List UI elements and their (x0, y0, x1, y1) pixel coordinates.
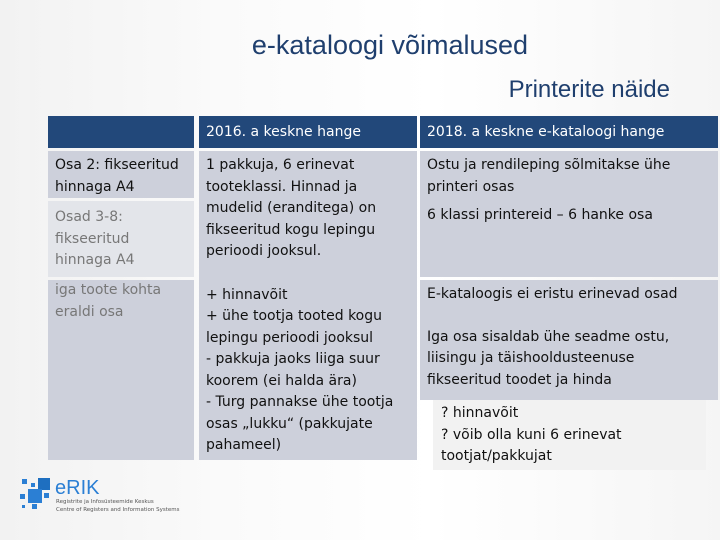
row-osa-2: Osa 2: fikseeritud hinnaga A4 (48, 151, 194, 198)
row-iga-toote: iga toote kohta eraldi osa (48, 280, 194, 460)
col-2018-parts: E-kataloogis ei eristu erinevad osad (427, 286, 678, 302)
pro-2: + ühe tootja tooted kogu lepingu perioodi jooksul (206, 308, 383, 346)
col-2018-bottom (420, 280, 718, 400)
note-box (433, 400, 706, 470)
col-2018-classes: 6 klassi printereid – 6 hanke osa (427, 207, 653, 223)
slide-title: e-kataloogi võimalused (251, 30, 529, 60)
logo-line-1: Registrite ja Infosüsteemide Keskus (56, 499, 154, 505)
con-1: - pakkuja jaoks liiga suur koorem (ei halda ära) (206, 351, 380, 389)
logo-line-2: Centre of Registers and Information Systems (56, 507, 180, 513)
slide-subtitle: Printerite näide (508, 76, 670, 103)
row-osad-3-8: Osad 3-8: fikseeritud hinnaga A4 (48, 201, 194, 277)
col-2018-each-part: Iga osa sisaldab ühe seadme ostu, liisingu ja täishooldusteenuse fikseeritud toodet ja hinda (427, 328, 670, 388)
col-2016-content (199, 151, 417, 460)
col-2016-summary: 1 pakkuja, 6 erinevat tooteklassi. Hinnad ja mudelid (eranditega) on fikseeritud kogu lepingu perioodi jooksul. (206, 157, 377, 259)
note-1: ? hinnavõit (441, 405, 519, 421)
pro-1: + hinnavõit (206, 286, 288, 303)
col-2018-contract: Ostu ja rendileping sõlmitakse ühe printeri osas (427, 157, 671, 195)
erik-logo (18, 475, 218, 525)
header-empty (48, 116, 194, 148)
header-2018: 2018. a keskne e-kataloogi hange (420, 116, 718, 148)
col-2018-top (420, 151, 718, 277)
header-2016: 2016. a keskne hange (199, 116, 417, 148)
note-2: ? võib olla kuni 6 erinevat tootjat/pakkujat (441, 426, 622, 464)
logo-name: eRIK (55, 477, 100, 499)
con-2: - Turg pannakse ühe tootja osas „lukku“ (pakkujate pahameel) (206, 394, 394, 453)
